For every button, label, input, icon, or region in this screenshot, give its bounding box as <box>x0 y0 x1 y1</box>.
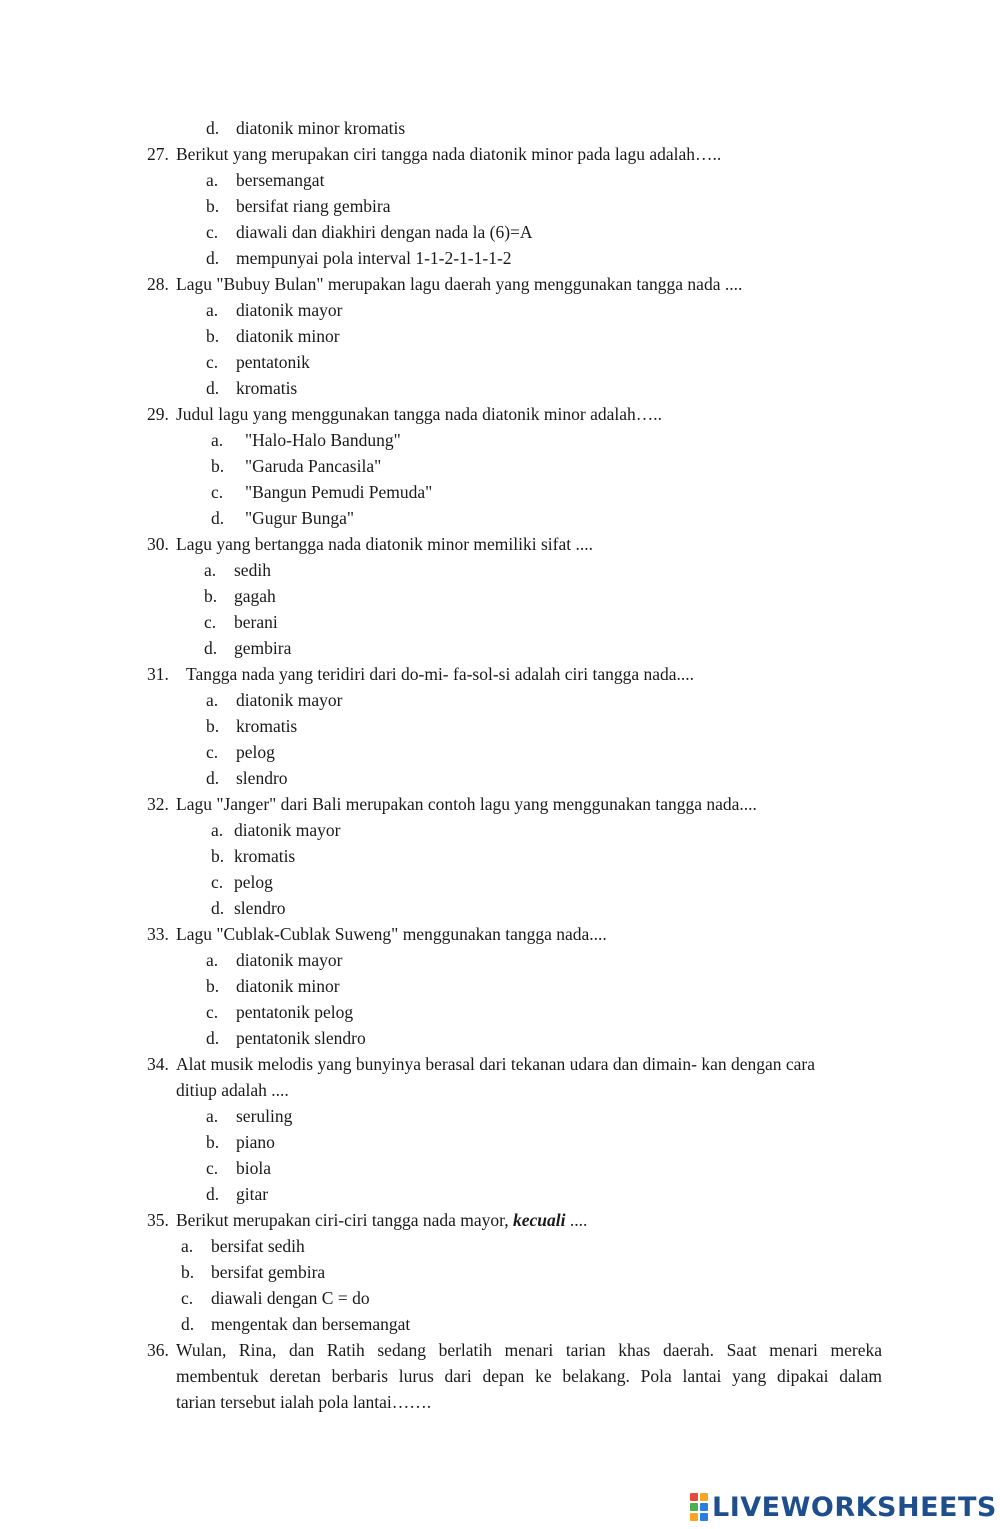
question-number: 28. <box>147 274 169 294</box>
option-letter: c. <box>206 1002 219 1022</box>
logo-mark-icon <box>690 1493 708 1521</box>
option-text: sedih <box>234 560 271 580</box>
liveworksheets-logo <box>690 1490 997 1524</box>
option-text: pentatonik slendro <box>236 1028 366 1048</box>
question-text-after: .... <box>565 1210 588 1230</box>
question-number: 35. <box>147 1210 169 1230</box>
option-text: pelog <box>234 872 273 892</box>
option-letter: b. <box>206 976 220 996</box>
option-text: gagah <box>234 586 276 606</box>
question-number: 36. <box>147 1340 169 1360</box>
option-text: diatonik minor <box>236 326 340 346</box>
option-letter: a. <box>204 560 217 580</box>
option-text: pentatonik <box>236 352 310 372</box>
option-text: bersemangat <box>236 170 325 190</box>
option-text: mengentak dan bersemangat <box>211 1314 411 1334</box>
option-letter: b. <box>206 1132 220 1152</box>
question-text-before: Berikut merupakan ciri-ciri tangga nada mayor, <box>176 1210 514 1230</box>
question-text: Lagu "Cublak-Cublak Suweng" menggunakan tangga nada.... <box>176 924 607 944</box>
option-text: slendro <box>236 768 288 788</box>
option-text: slendro <box>234 898 286 918</box>
option-text: berani <box>234 612 278 632</box>
option-letter: d. <box>211 898 225 918</box>
option-text: bersifat gembira <box>211 1262 326 1282</box>
option-text: biola <box>236 1158 271 1178</box>
question-number: 29. <box>147 404 169 424</box>
question-text <box>176 1210 587 1231</box>
option-letter: c. <box>204 612 217 632</box>
option-text: diatonik mayor <box>236 690 343 710</box>
logo-text: LIVEWORKSHEETS <box>712 1491 997 1523</box>
question-text-line: membentuk deretan berbaris lurus dari depan ke belakang. Pola lantai yang dipakai dalam <box>176 1366 882 1386</box>
option-letter: c. <box>206 352 219 372</box>
option-text: diatonik mayor <box>234 820 341 840</box>
option-letter: a. <box>206 170 219 190</box>
option-letter: b. <box>206 716 220 736</box>
option-letter: a. <box>206 1106 219 1126</box>
option-letter: c. <box>211 482 224 502</box>
question-number: 33. <box>147 924 169 944</box>
option-letter: d. <box>211 508 225 528</box>
option-text: pelog <box>236 742 275 762</box>
option-letter: b. <box>206 196 220 216</box>
option-letter: a. <box>181 1236 194 1256</box>
option-letter: c. <box>181 1288 194 1308</box>
question-text-line: Alat musik melodis yang bunyinya berasal dari tekanan udara dan dimain- kan dengan cara <box>176 1054 816 1074</box>
option-letter: c. <box>211 872 224 892</box>
option-letter: d. <box>206 1028 220 1048</box>
option-letter: a. <box>206 690 219 710</box>
option-text: diatonik minor <box>236 976 340 996</box>
option-letter: d. <box>206 118 220 138</box>
question-number: 31. <box>147 664 169 684</box>
question-text-line: ditiup adalah .... <box>176 1080 289 1100</box>
question-emphasis: kecuali <box>513 1210 566 1230</box>
option-letter: c. <box>206 222 219 242</box>
option-text: gembira <box>234 638 292 658</box>
option-text: "Gugur Bunga" <box>245 508 355 528</box>
option-letter: a. <box>211 430 224 450</box>
option-text: diawali dengan C = do <box>211 1288 370 1308</box>
question-text: Berikut yang merupakan ciri tangga nada diatonik minor pada lagu adalah….. <box>176 144 722 164</box>
question-text-last-line: tarian tersebut ialah pola lantai……. <box>176 1392 432 1412</box>
question-text: Judul lagu yang menggunakan tangga nada diatonik minor adalah….. <box>176 404 662 424</box>
option-letter: d. <box>181 1314 195 1334</box>
question-text: Lagu "Bubuy Bulan" merupakan lagu daerah yang menggunakan tangga nada .... <box>176 274 743 294</box>
option-text: bersifat sedih <box>211 1236 305 1256</box>
option-letter: b. <box>211 846 225 866</box>
option-text: kromatis <box>236 378 298 398</box>
question-number: 27. <box>147 144 169 164</box>
option-text: mempunyai pola interval 1-1-2-1-1-1-2 <box>236 248 512 268</box>
question-text-line: Wulan, Rina, dan Ratih sedang berlatih menari tarian khas daerah. Saat menari mereka <box>176 1340 882 1360</box>
question-text: Lagu "Janger" dari Bali merupakan contoh lagu yang menggunakan tangga nada.... <box>176 794 757 814</box>
option-letter: d. <box>206 768 220 788</box>
option-letter: d. <box>206 1184 220 1204</box>
option-letter: b. <box>204 586 218 606</box>
question-number: 30. <box>147 534 169 554</box>
option-letter: a. <box>206 950 219 970</box>
option-letter: c. <box>206 1158 219 1178</box>
question-text: Tangga nada yang teridiri dari do-mi- fa-sol-si adalah ciri tangga nada.... <box>186 664 695 684</box>
option-letter: a. <box>211 820 224 840</box>
option-text: bersifat riang gembira <box>236 196 391 216</box>
option-text: gitar <box>236 1184 269 1204</box>
option-letter: d. <box>204 638 218 658</box>
option-text: piano <box>236 1132 275 1152</box>
option-letter: b. <box>206 326 220 346</box>
option-letter: b. <box>211 456 225 476</box>
option-text: pentatonik pelog <box>236 1002 354 1022</box>
option-letter: d. <box>206 248 220 268</box>
option-text: kromatis <box>236 716 298 736</box>
question-number: 32. <box>147 794 169 814</box>
option-letter: c. <box>206 742 219 762</box>
option-text: "Garuda Pancasila" <box>245 456 382 476</box>
question-number: 34. <box>147 1054 169 1074</box>
option-text: "Bangun Pemudi Pemuda" <box>245 482 433 502</box>
option-text: diatonik mayor <box>236 300 343 320</box>
option-text: diatonik mayor <box>236 950 343 970</box>
option-letter: b. <box>181 1262 195 1282</box>
option-text: diawali dan diakhiri dengan nada la (6)=A <box>236 222 533 242</box>
option-text: seruling <box>236 1106 293 1126</box>
option-letter: d. <box>206 378 220 398</box>
option-text: diatonik minor kromatis <box>236 118 406 138</box>
option-text: "Halo-Halo Bandung" <box>245 430 401 450</box>
option-letter: a. <box>206 300 219 320</box>
option-text: kromatis <box>234 846 296 866</box>
question-text: Lagu yang bertangga nada diatonik minor memiliki sifat .... <box>176 534 593 554</box>
